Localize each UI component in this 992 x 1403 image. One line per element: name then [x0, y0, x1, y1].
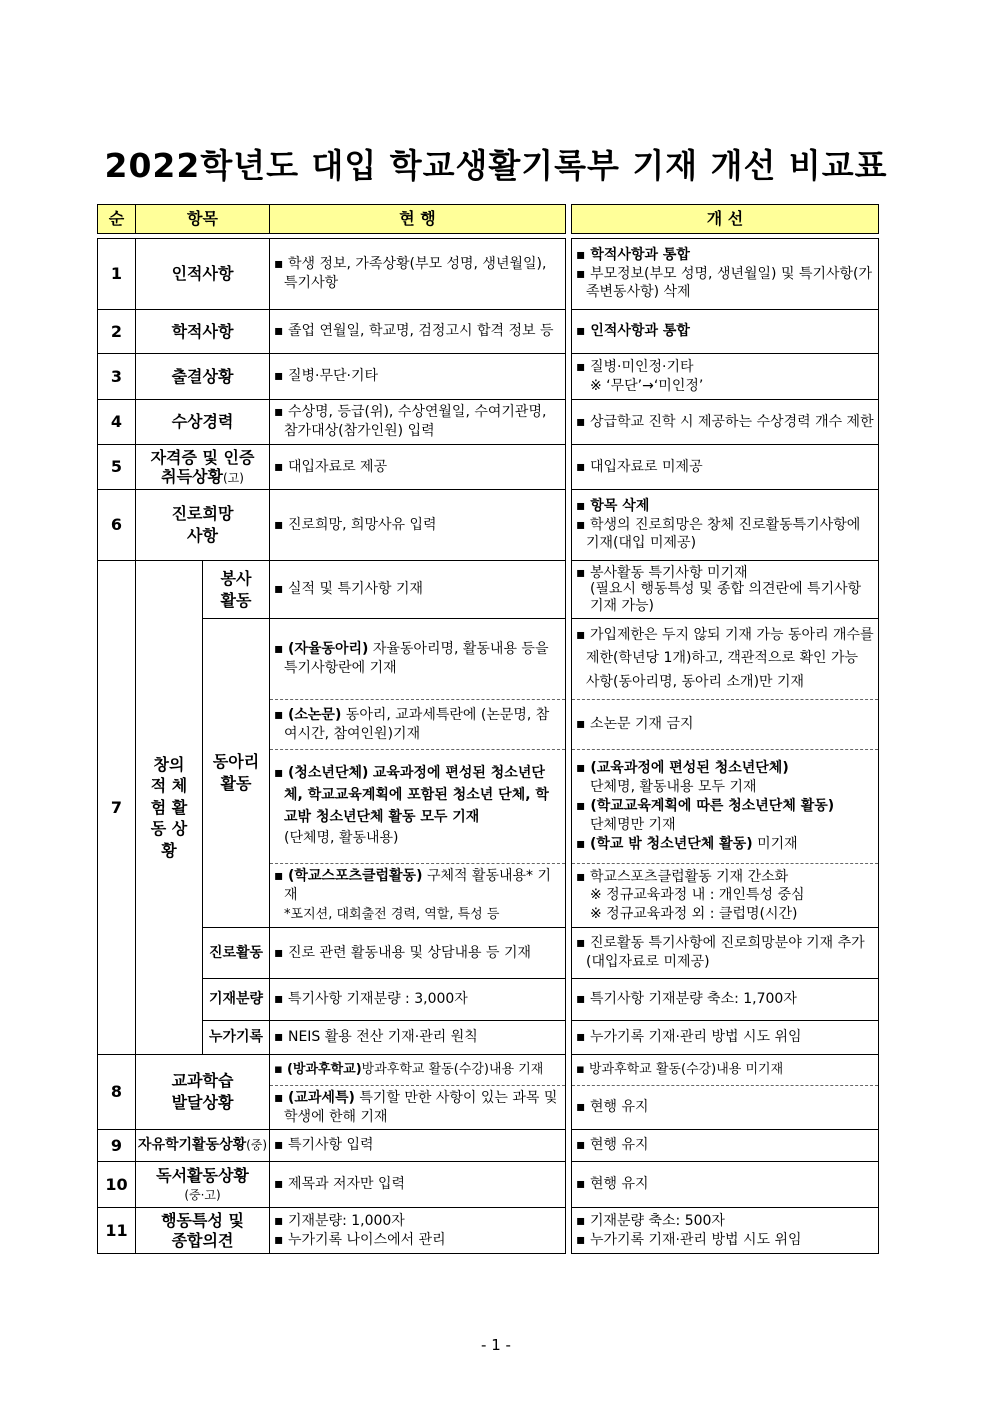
row-current: ▪ (방과후학교)방과후학교 활동(수강)내용 기재 ▪ (교과세특) 특기할 만한 사항이 있는 과목 및 학생에 한해 기재 — [270, 1055, 566, 1130]
row-item: 교과학습 발달상황 — [136, 1055, 270, 1130]
row-improved: ▪ 대입자료로 미제공 — [572, 445, 879, 490]
row-improved: ▪ 봉사활동 특기사항 미기재 (필요시 행동특성 및 종합 의견란에 특기사항 기재 가능) — [572, 561, 879, 619]
row-improved: ▪ 인적사항과 통합 — [572, 310, 879, 354]
club-parts: ▪ (자율동아리) 자율동아리명, 활동내용 등을 특기사항란에 기재 ▪ (소논문) 동아리, 교과세특란에 (논문명, 참여시간, 참여인원)기재 ▪ (청소년단체) 교육과정에 편성된 청소년단체, 학교교육계획에 포함된 청소년 단체, 학교밖 청소년단체 활동 모두 기재 (단체명, 활동내용) ▪ (학교스포츠클럽활동) 구체적 활동내용* 기재 *포지션, 대회출전 경력, 역할, 특성 등 — [270, 619, 566, 928]
row-improved: ▪ 가입제한은 두지 않되 기재 가능 동아리 개수를 제한(학년당 1개)하고, 객관적으로 확인 가능 사항(동아리명, 동아리 소개)만 기재 ▪ 소논문 기재 금지 ▪ (교육과정에 편성된 청소년단체) 단체명, 활동내용 모두 기재 ▪ (학교교육계획에 따른 청소년단체 활동) 단체명만 기재 ▪ (학교 밖 청소년단체 활동) 미기재 ▪ 학교스포츠클럽활동 기재 간소화 ※ 정규교육과정 내 : 개인특성 중심 ※ 정규교육과정 외 : 클럽명(시간) — [572, 619, 879, 928]
row-no: 4 — [98, 400, 136, 445]
row-current: ▪ 진로 관련 활동내용 및 상담내용 등 기재 — [270, 928, 566, 979]
row-no: 2 — [98, 310, 136, 354]
row-no: 9 — [98, 1130, 136, 1162]
sub-item: 기재분량 — [203, 979, 270, 1021]
header-item: 항목 — [136, 205, 270, 234]
row-current: ▪ 학생 정보, 가족상황(부모 성명, 생년월일), 특기사항 — [270, 239, 566, 310]
row-improved: ▪ 누가기록 기재·관리 방법 시도 위임 — [572, 1021, 879, 1055]
row-item: 독서활동상황 (중·고) — [136, 1162, 270, 1208]
row-improved: ▪ 학적사항과 통합 ▪ 부모정보(부모 성명, 생년월일) 및 특기사항(가족변동사항) 삭제 — [572, 239, 879, 310]
header-no: 순 — [98, 205, 136, 234]
row-current: ▪ 특기사항 기재분량 : 3,000자 — [270, 979, 566, 1021]
row-item: 창의적 체험 활동 상황 — [136, 561, 203, 1055]
row-item: 자유학기활동상황(중) — [136, 1130, 270, 1162]
row-no: 10 — [98, 1162, 136, 1208]
row-current: ▪ 수상명, 등급(위), 수상연월일, 수여기관명, 참가대상(참가인원) 입력 — [270, 400, 566, 445]
row-current: ▪ 특기사항 입력 — [270, 1130, 566, 1162]
row-no: 7 — [98, 561, 136, 1055]
row-improved: ▪ 항목 삭제 ▪ 학생의 진로희망은 창체 진로활동특기사항에 기재(대입 미제공) — [572, 490, 879, 561]
row-no: 1 — [98, 239, 136, 310]
row-item: 인적사항 — [136, 239, 270, 310]
improved-table — [571, 204, 879, 1254]
row-no: 5 — [98, 445, 136, 490]
sub-item: 봉사활동 — [203, 561, 270, 619]
row-no: 6 — [98, 490, 136, 561]
row-current: ▪ NEIS 활용 전산 기재·관리 원칙 — [270, 1021, 566, 1055]
header-improved: 개 선 — [572, 205, 879, 234]
row-improved: ▪ 진로활동 특기사항에 진로희망분야 기재 추가(대입자료로 미제공) — [572, 928, 879, 979]
sub-item: 누가기록 — [203, 1021, 270, 1055]
row-item: 자격증 및 인증 취득상황(고) — [136, 445, 270, 490]
row-item: 수상경력 — [136, 400, 270, 445]
sub-item: 동아리활동 — [203, 619, 270, 928]
row-no: 3 — [98, 354, 136, 400]
row-improved: ▪ 기재분량 축소: 500자 ▪ 누가기록 기재·관리 방법 시도 위임 — [572, 1208, 879, 1254]
row-item: 출결상황 — [136, 354, 270, 400]
row-improved: ▪ 현행 유지 — [572, 1130, 879, 1162]
row-no: 8 — [98, 1055, 136, 1130]
row-improved: ▪ 특기사항 기재분량 축소: 1,700자 — [572, 979, 879, 1021]
row-item: 학적사항 — [136, 310, 270, 354]
row-improved: ▪ 질병·미인정·기타 ※ ‘무단’→‘미인정’ — [572, 354, 879, 400]
row-current: ▪ 대입자료로 제공 — [270, 445, 566, 490]
row-current: ▪ 제목과 저자만 입력 — [270, 1162, 566, 1208]
page-title: 2022학년도 대입 학교생활기록부 기재 개선 비교표 — [104, 146, 888, 185]
row-item: 행동특성 및 종합의견 — [136, 1208, 270, 1254]
row-no: 11 — [98, 1208, 136, 1254]
current-table — [97, 204, 566, 1254]
row-current: ▪ 진로희망, 희망사유 입력 — [270, 490, 566, 561]
row-current: ▪ 질병·무단·기타 — [270, 354, 566, 400]
row-improved: ▪ 상급학교 진학 시 제공하는 수상경력 개수 제한 — [572, 400, 879, 445]
row-current: ▪ 기재분량: 1,000자 ▪ 누가기록 나이스에서 관리 — [270, 1208, 566, 1254]
sub-item: 진로활동 — [203, 928, 270, 979]
page-number: - 1 - — [481, 1336, 511, 1354]
row-improved: ▪ 현행 유지 — [572, 1162, 879, 1208]
row-current: ▪ 실적 및 특기사항 기재 — [270, 561, 566, 619]
row-improved: ▪ 방과후학교 활동(수강)내용 미기재 ▪ 현행 유지 — [572, 1055, 879, 1130]
row-current: ▪ 졸업 연월일, 학교명, 검정고시 합격 정보 등 — [270, 310, 566, 354]
row-item: 진로희망 사항 — [136, 490, 270, 561]
header-current: 현 행 — [270, 205, 566, 234]
